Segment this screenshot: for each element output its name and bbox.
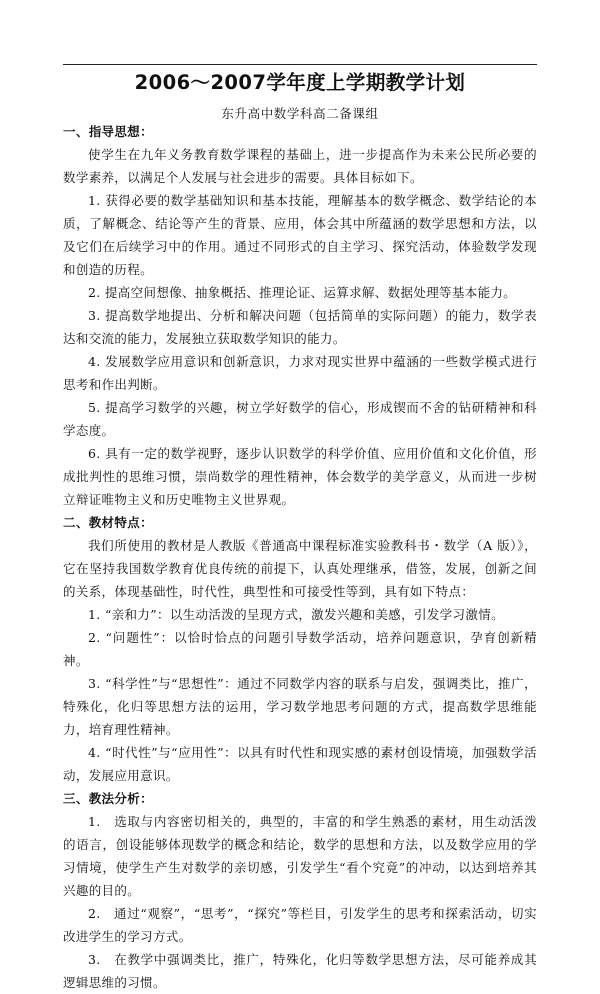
paragraph: 2. “问题性”：以恰时恰点的问题引导数学活动，培养问题意识，孕育创新精神。	[63, 630, 537, 668]
paragraph: 3. “科学性”与“思想性”：通过不同数学内容的联系与启发，强调类比，推广，特殊化，化归等思想方法的运用，学习数学地思考问题的方式，提高数学思维能力，培育理性精神。	[63, 676, 537, 737]
paragraph: 4. 发展数学应用意识和创新意识，力求对现实世界中蕴涵的一些数学模式进行思考和作出判断。	[63, 354, 537, 392]
paragraph: 4. “时代性”与“应用性”：以具有时代性和现实感的素材创设情境，加强数学活动，发展应用意识。	[63, 745, 537, 783]
paragraph: 1. 选取与内容密切相关的，典型的，丰富的和学生熟悉的素材，用生动活泼的语言，创设能够体现数学的概念和结论，数学的思想和方法，以及数学应用的学习情境，使学生产生对数学的亲切感，引发学生“看个究竟”的冲动，以达到培养其兴趣的目的。	[63, 814, 537, 898]
paragraph: 2. 提高空间想像、抽象概括、推理论证、运算求解、数据处理等基本能力。	[88, 285, 517, 300]
section-heading: 二、教材特点：	[63, 515, 153, 530]
paragraph: 3. 提高数学地提出、分析和解决问题（包括简单的实际问题）的能力，数学表达和交流的能力，发展独立获取数学知识的能力。	[63, 308, 537, 346]
paragraph: 我们所使用的教材是人教版《普通高中课程标准实验教科书・数学（A 版）》，它在坚持我国数学教育优良传统的前提下，认真处理继承，借签，发展，创新之间的关系，体现基础性，时代性，典型性和可接受性等到，具有如下特点：	[63, 538, 537, 599]
paragraph: 5. 提高学习数学的兴趣，树立学好数学的信心，形成锲而不舍的钻研精神和科学态度。	[63, 400, 537, 438]
paragraph: 6. 具有一定的数学视野，逐步认识数学的科学价值、应用价值和文化价值，形成批判性的思维习惯，崇尚数学的理性精神，体会数学的美学意义，从而进一步树立辩证唯物主义和历史唯物主义世界观。	[63, 446, 537, 507]
paragraph: 1. 获得必要的数学基础知识和基本技能，理解基本的数学概念、数学结论的本质，了解概念、结论等产生的背景、应用，体会其中所蕴涵的数学思想和方法，以及它们在后续学习中的作用。通过不同形式的自主学习、探究活动，体验数学发现和创造的历程。	[63, 193, 537, 277]
header-rule	[63, 64, 537, 65]
document-subtitle: 东升高中数学科高二备课组	[221, 106, 379, 121]
paragraph: 1. “亲和力”：以生动活泼的呈现方式，激发兴趣和美感，引发学习激情。	[88, 607, 504, 622]
section-heading: 三、教法分析：	[63, 791, 153, 806]
paragraph: 使学生在九年义务教育数学课程的基础上，进一步提高作为未来公民所必要的数学素养，以满足个人发展与社会进步的需要。具体目标如下。	[63, 147, 537, 185]
section-heading: 一、指导思想：	[63, 124, 153, 139]
paragraph: 2. 通过“观察”，“思考”，“探究”等栏目，引发学生的思考和探索活动，切实改进学生的学习方式。	[63, 906, 537, 944]
document-title: 2006～2007学年度上学期教学计划	[134, 71, 466, 94]
document-body	[63, 120, 537, 994]
paragraph: 3. 在教学中强调类比，推广，特殊化，化归等数学思想方法，尽可能养成其逻辑思维的习惯。	[63, 952, 537, 990]
